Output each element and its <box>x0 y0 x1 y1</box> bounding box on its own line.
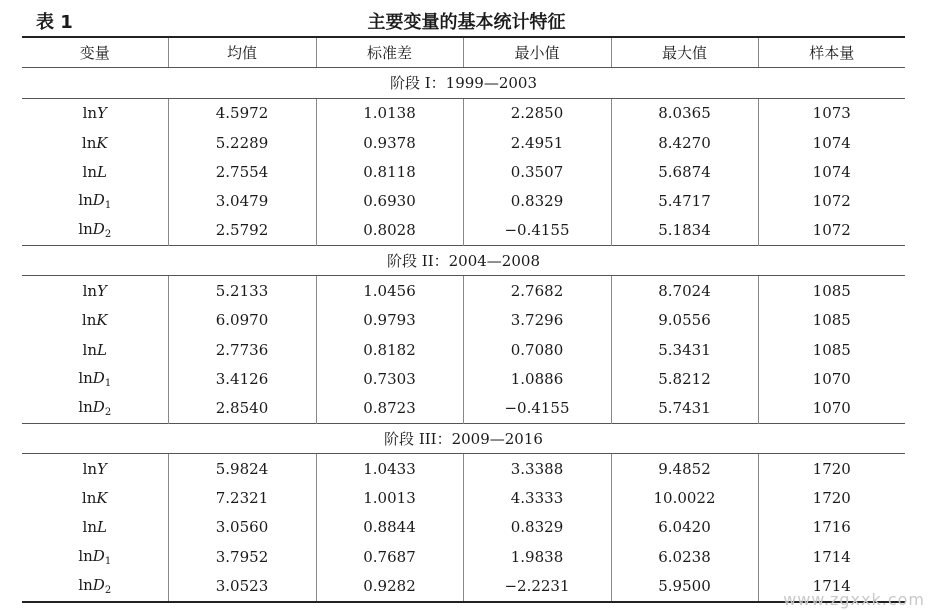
variable-prefix: ln <box>81 133 97 152</box>
table-row <box>22 306 905 335</box>
max-cell: 9.0556 <box>611 306 758 335</box>
sample-size-cell: 1714 <box>758 542 905 571</box>
sample-size-cell: 1720 <box>758 483 905 512</box>
max-cell: 6.0238 <box>611 542 758 571</box>
column-header-max: 最大值 <box>611 37 758 68</box>
variable-cell <box>22 98 168 128</box>
variable-prefix: ln <box>78 191 93 210</box>
variable-symbol: L <box>97 518 107 537</box>
variable-subscript: 2 <box>104 407 112 419</box>
variable-symbol: D <box>92 220 105 239</box>
variable-subscript: 1 <box>104 555 112 567</box>
max-cell: 5.3431 <box>611 335 758 364</box>
variable-symbol: D <box>92 191 105 210</box>
mean-cell: 5.2133 <box>168 276 316 306</box>
max-cell: 8.4270 <box>611 128 758 157</box>
variable-cell <box>22 513 168 542</box>
std-cell: 0.7303 <box>316 364 463 393</box>
table-row <box>22 186 905 215</box>
variable-symbol: D <box>92 575 105 594</box>
std-cell: 1.0013 <box>316 483 463 512</box>
variable-prefix: ln <box>82 459 98 478</box>
column-header-std: 标准差 <box>316 37 463 68</box>
max-cell: 9.4852 <box>611 454 758 484</box>
mean-cell: 3.0523 <box>168 571 316 601</box>
sample-size-cell: 1072 <box>758 216 905 246</box>
variable-symbol: K <box>96 489 108 508</box>
variable-cell <box>22 542 168 571</box>
table-row <box>22 513 905 542</box>
std-cell: 0.9282 <box>316 571 463 601</box>
sample-size-cell: 1074 <box>758 157 905 186</box>
sample-size-cell: 1085 <box>758 306 905 335</box>
std-cell: 0.8723 <box>316 394 463 424</box>
sample-size-cell: 1070 <box>758 394 905 424</box>
sample-size-cell: 1072 <box>758 186 905 215</box>
mean-cell: 3.0560 <box>168 513 316 542</box>
variable-cell <box>22 306 168 335</box>
variable-cell <box>22 186 168 215</box>
variable-cell <box>22 157 168 186</box>
variable-subscript: 1 <box>104 200 112 212</box>
mean-cell: 5.9824 <box>168 454 316 484</box>
period-label: 阶段 II：2004—2008 <box>22 246 905 276</box>
table-row <box>22 216 905 246</box>
min-cell: −2.2231 <box>463 571 611 601</box>
variable-symbol: Y <box>97 459 107 478</box>
column-header-mean: 均值 <box>168 37 316 68</box>
max-cell: 8.0365 <box>611 98 758 128</box>
table-row <box>22 128 905 157</box>
variable-cell <box>22 128 168 157</box>
sample-size-cell: 1085 <box>758 335 905 364</box>
table-row <box>22 364 905 393</box>
max-cell: 5.4717 <box>611 186 758 215</box>
watermark: www.zgxxk.com <box>783 590 925 609</box>
min-cell: 0.8329 <box>463 513 611 542</box>
table-header <box>0 0 933 36</box>
sample-size-cell: 1720 <box>758 454 905 484</box>
variable-symbol: D <box>92 368 105 387</box>
variable-symbol: K <box>96 133 108 152</box>
table-body <box>22 68 905 602</box>
std-cell: 1.0433 <box>316 454 463 484</box>
column-header-sample-size: 样本量 <box>758 37 905 68</box>
period-row <box>22 68 905 98</box>
period-row <box>22 246 905 276</box>
variable-cell <box>22 216 168 246</box>
std-cell: 1.0138 <box>316 98 463 128</box>
mean-cell: 3.0479 <box>168 186 316 215</box>
min-cell: −0.4155 <box>463 216 611 246</box>
std-cell: 0.8844 <box>316 513 463 542</box>
mean-cell: 2.7736 <box>168 335 316 364</box>
mean-cell: 6.0970 <box>168 306 316 335</box>
max-cell: 5.1834 <box>611 216 758 246</box>
variable-prefix: ln <box>78 546 93 565</box>
period-label: 阶段 I：1999—2003 <box>22 68 905 98</box>
min-cell: 0.8329 <box>463 186 611 215</box>
variable-symbol: K <box>96 311 108 330</box>
std-cell: 0.9793 <box>316 306 463 335</box>
table-row <box>22 454 905 484</box>
min-cell: 2.2850 <box>463 98 611 128</box>
variable-prefix: ln <box>78 398 93 417</box>
max-cell: 5.8212 <box>611 364 758 393</box>
statistics-table <box>22 36 905 603</box>
max-cell: 5.9500 <box>611 571 758 601</box>
variable-cell <box>22 276 168 306</box>
max-cell: 8.7024 <box>611 276 758 306</box>
variable-prefix: ln <box>78 220 93 239</box>
max-cell: 5.6874 <box>611 157 758 186</box>
min-cell: 2.4951 <box>463 128 611 157</box>
table-title: 主要变量的基本统计特征 <box>367 12 566 33</box>
variable-cell <box>22 335 168 364</box>
mean-cell: 7.2321 <box>168 483 316 512</box>
column-header-variable: 变量 <box>22 37 168 68</box>
mean-cell: 3.4126 <box>168 364 316 393</box>
min-cell: 2.7682 <box>463 276 611 306</box>
variable-prefix: ln <box>82 162 97 181</box>
variable-symbol: D <box>92 546 105 565</box>
min-cell: 0.3507 <box>463 157 611 186</box>
table-number: 表 1 <box>36 12 73 33</box>
min-cell: 0.7080 <box>463 335 611 364</box>
mean-cell: 2.8540 <box>168 394 316 424</box>
table-row <box>22 571 905 601</box>
variable-cell <box>22 571 168 601</box>
variable-subscript: 1 <box>104 377 112 389</box>
sample-size-cell: 1714 <box>758 571 905 601</box>
variable-prefix: ln <box>82 104 98 123</box>
table-row <box>22 335 905 364</box>
min-cell: 4.3333 <box>463 483 611 512</box>
column-header-min: 最小值 <box>463 37 611 68</box>
std-cell: 1.0456 <box>316 276 463 306</box>
std-cell: 0.8182 <box>316 335 463 364</box>
std-cell: 0.7687 <box>316 542 463 571</box>
variable-symbol: D <box>92 398 105 417</box>
variable-prefix: ln <box>82 518 97 537</box>
sample-size-cell: 1716 <box>758 513 905 542</box>
variable-symbol: Y <box>97 104 107 123</box>
variable-cell <box>22 394 168 424</box>
variable-symbol: L <box>97 162 107 181</box>
variable-prefix: ln <box>78 575 93 594</box>
variable-symbol: L <box>97 340 107 359</box>
table-row <box>22 276 905 306</box>
variable-cell <box>22 483 168 512</box>
mean-cell: 3.7952 <box>168 542 316 571</box>
std-cell: 0.8118 <box>316 157 463 186</box>
variable-prefix: ln <box>81 311 97 330</box>
table-row <box>22 98 905 128</box>
sample-size-cell: 1074 <box>758 128 905 157</box>
std-cell: 0.8028 <box>316 216 463 246</box>
sample-size-cell: 1085 <box>758 276 905 306</box>
variable-prefix: ln <box>81 489 97 508</box>
variable-subscript: 2 <box>104 229 112 241</box>
std-cell: 0.9378 <box>316 128 463 157</box>
min-cell: 1.9838 <box>463 542 611 571</box>
mean-cell: 5.2289 <box>168 128 316 157</box>
max-cell: 10.0022 <box>611 483 758 512</box>
mean-cell: 2.5792 <box>168 216 316 246</box>
max-cell: 6.0420 <box>611 513 758 542</box>
sample-size-cell: 1073 <box>758 98 905 128</box>
mean-cell: 2.7554 <box>168 157 316 186</box>
variable-prefix: ln <box>82 282 98 301</box>
variable-prefix: ln <box>82 340 97 359</box>
table-row <box>22 542 905 571</box>
table-row <box>22 394 905 424</box>
variable-cell <box>22 454 168 484</box>
table-row <box>22 157 905 186</box>
mean-cell: 4.5972 <box>168 98 316 128</box>
variable-prefix: ln <box>78 368 93 387</box>
variable-symbol: Y <box>97 282 107 301</box>
table-row <box>22 483 905 512</box>
sample-size-cell: 1070 <box>758 364 905 393</box>
column-header-row <box>22 37 905 68</box>
min-cell: −0.4155 <box>463 394 611 424</box>
max-cell: 5.7431 <box>611 394 758 424</box>
variable-cell <box>22 364 168 393</box>
period-row <box>22 423 905 453</box>
period-label: 阶段 III：2009—2016 <box>22 423 905 453</box>
min-cell: 3.3388 <box>463 454 611 484</box>
std-cell: 0.6930 <box>316 186 463 215</box>
variable-subscript: 2 <box>104 584 112 596</box>
min-cell: 1.0886 <box>463 364 611 393</box>
min-cell: 3.7296 <box>463 306 611 335</box>
